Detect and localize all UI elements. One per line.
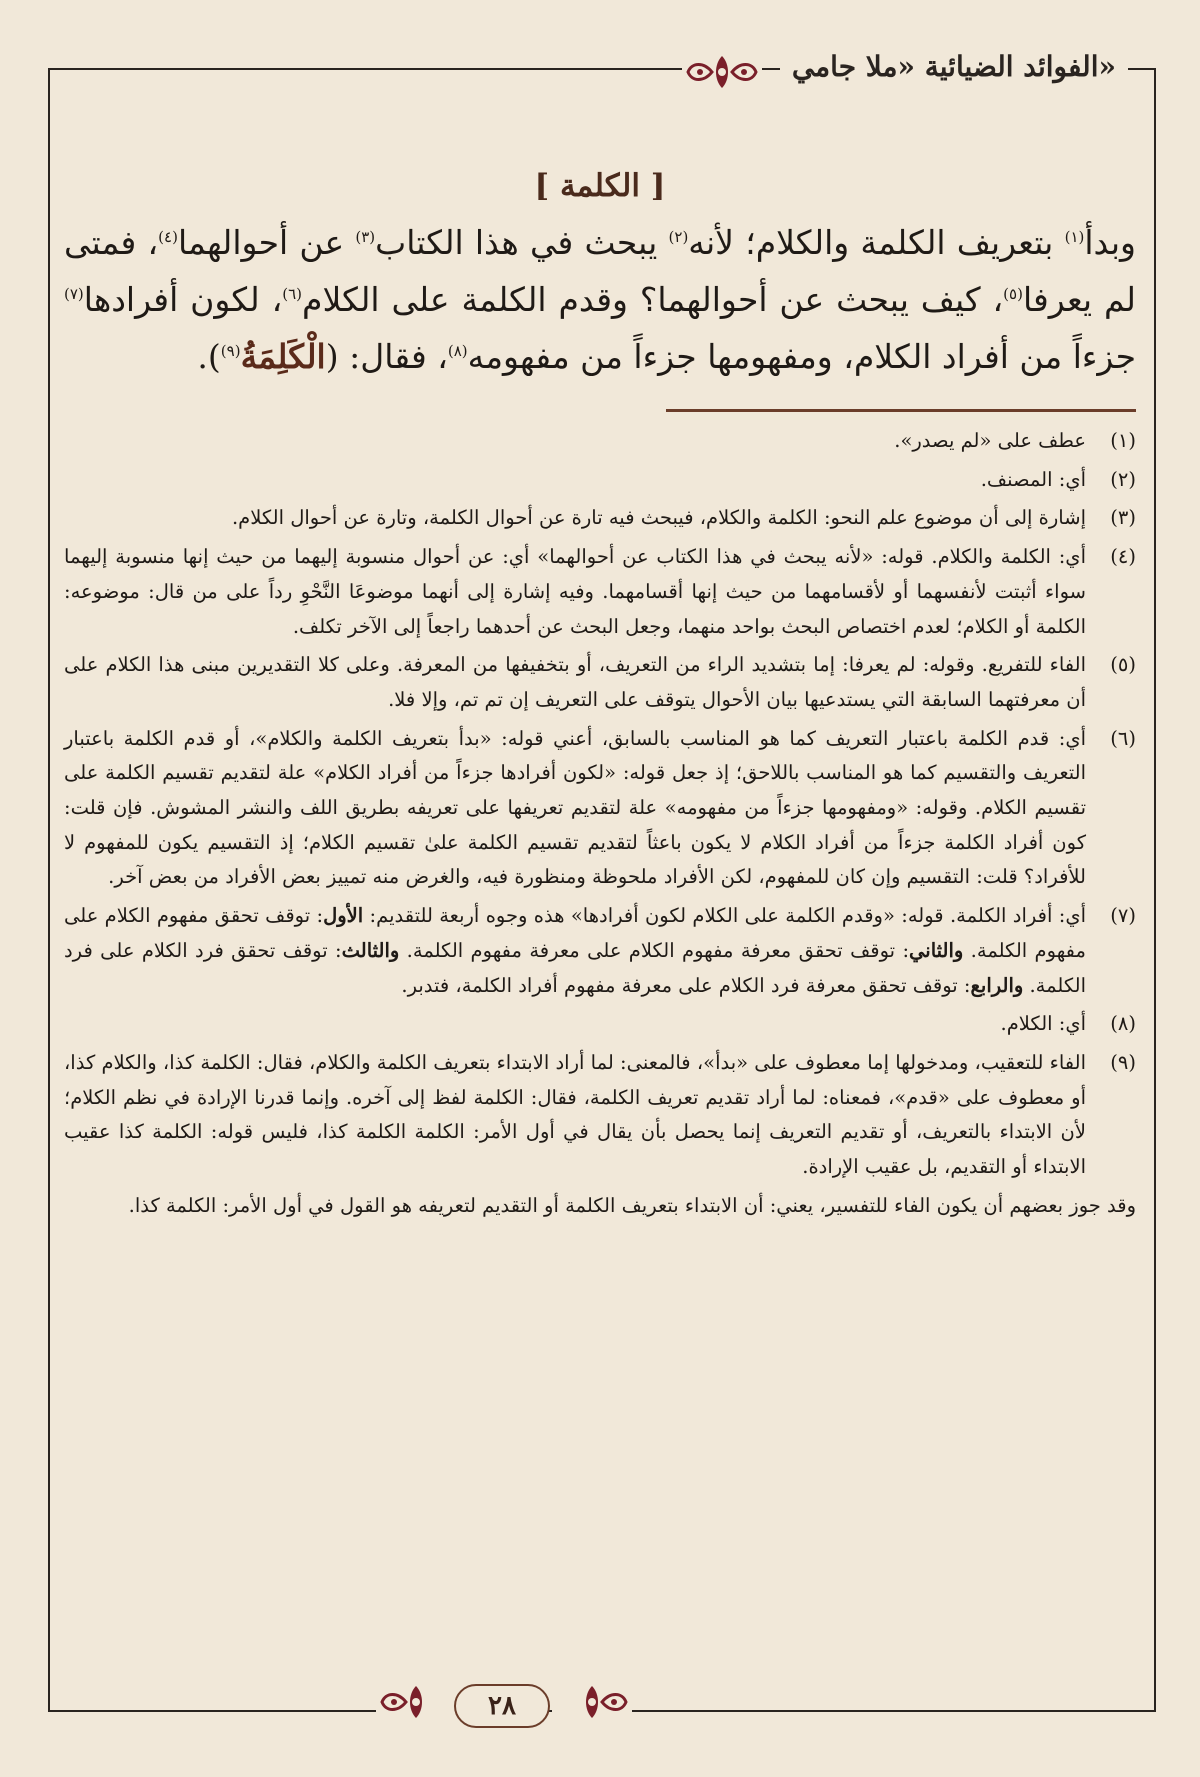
footnote-marker[interactable]: (٨)	[447, 342, 468, 360]
footnote-number: (٣)	[1110, 506, 1136, 530]
page-footer	[0, 1678, 1200, 1738]
footnote-marker[interactable]: (٤)	[158, 228, 178, 246]
page-number: ٢٨	[454, 1684, 550, 1728]
main-paragraph: وبدأ$^{(١)}$ بتعريف الكلمة والكلام؛ لأنه$^{(٢)}$ يبحث في هذا الكتاب$^{(٣)}$ عن أحوالهما$^{(٤)}$، فمتى لم يعرفا$^{(٥)}$، كيف يبحث عن أحوالهما؟ وقدم الكلمة على الكلام$^{(٦)}$، لكون أفرادها$^{(٧)}$ جزءاً من أفراد الكلام، ومفهومها جزءاً من مفهومه$^{(٨)}$، فقال: (الْكَلِمَةُ$^{(٩)}$).	[64, 223, 1136, 376]
footnote-marker[interactable]: (٩)	[220, 342, 241, 360]
footnote-marker[interactable]: (٢)	[668, 228, 689, 246]
matn-keyword: الْكَلِمَةُ	[240, 337, 326, 376]
footnote	[64, 501, 1136, 536]
footnote-marker[interactable]: (٧)	[64, 285, 84, 303]
footnote-marker[interactable]: (١)	[1064, 228, 1085, 246]
footnote-text: أي: الكلام.	[1000, 1012, 1086, 1036]
footnote-number: (٢)	[1110, 467, 1136, 491]
floral-ornament-icon	[682, 52, 762, 92]
footnote-number: (٨)	[1110, 1012, 1136, 1036]
running-header	[48, 46, 1152, 94]
footnote-number: (٩)	[1110, 1050, 1136, 1074]
footnote-number: (٥)	[1110, 653, 1136, 677]
footnote-text: الفاء للتفريع. وقوله: لم يعرفا: إما بتشديد الراء من التعريف، أو بتخفيفها من المعرفة. وعلى كلا التقديرين مبنى هذا الكلام على أن معرفتهما السابقة التي يستدعيها بيان الأحوال يتوقف على التعريف إن تم تم، وإلا فلا.	[64, 653, 1086, 711]
footnote-continuation: وقد جوز بعضهم أن يكون الفاء للتفسير، يعني: أن الابتداء بتعريف الكلمة أو التقديم لتعريفه هو القول في أول الأمر: الكلمة كذا.	[128, 1193, 1136, 1217]
section-heading: [ الكلمة ]	[534, 168, 666, 204]
footnote	[64, 463, 1136, 498]
footnote-text: عطف على «لم يصدر».	[894, 429, 1086, 452]
footnote-number: (٤)	[1110, 545, 1136, 569]
footnote	[64, 648, 1136, 717]
book-title: الفوائد الضيائية «ملا جامي»	[780, 46, 1128, 88]
footnote	[64, 899, 1136, 1003]
footnote-text: أي: الكلمة والكلام. قوله: «لأنه يبحث في هذا الكتاب عن أحوالهما» أي: عن أحوال منسوبة إليهما من حيث إنها منسوبة إليهما سواء أثبتت لأنفسهما أو لأقسامهما من حيث إنها أقسامهما. وفيه إشارة إلى أنهما موضوعَا النَّحْوِ رداً على من قال: موضوعه: الكلمة أو الكلام؛ لعدم اختصاص البحث بواحد منهما، وجعل البحث عن أحدهما راجعاً إلى الآخر تكلف.	[64, 545, 1086, 638]
footnote-number: (١)	[1110, 429, 1136, 452]
footnote-marker[interactable]: (٥)	[1003, 285, 1023, 303]
footnote-number: (٧)	[1110, 904, 1136, 928]
footnote-text: الفاء للتعقيب، ومدخولها إما معطوف على «بدأ»، فالمعنى: لما أراد الابتداء بتعريف الكلمة والكلام، فقال: الكلمة كذا، والكلام كذا، أو معطوف على «قدم»، فمعناه: لما أراد تقديم تعريف الكلمة، فقال: الكلمة لفظ إلى آخره. وإنما قدرنا الإرادة في نظم الكلام؛ لأن الابتداء بالتعريف، أو تقديم التعريف إنما يحصل بأن يقال في أول الأمر: الكلمة الكلمة كذا، فليس قوله: الكلمة كذا عقيب الابتداء أو التقديم، بل عقيب الإرادة.	[64, 1050, 1086, 1179]
footnote-marker[interactable]: (٦)	[282, 285, 303, 303]
footnote-separator	[666, 409, 1136, 412]
footnote-text: أي: المصنف.	[980, 467, 1086, 491]
footnote-marker[interactable]: (٣)	[355, 228, 376, 246]
footnote	[64, 424, 1136, 459]
footnote	[64, 1046, 1136, 1185]
page-content	[64, 168, 1136, 1647]
footnote-text: إشارة إلى أن موضوع علم النحو: الكلمة والكلام، فيبحث فيه تارة عن أحوال الكلمة، وتارة عن أحوال الكلام.	[231, 506, 1086, 530]
footnote-text: أي: قدم الكلمة باعتبار التعريف كما هو المناسب بالسابق، أعني قوله: «بدأ بتعريف الكلمة والكلام»، أو قدم الكلمة باعتبار التعريف والتقسيم كما هو المناسب باللاحق؛ إذ جعل قوله: «لكون أفرادها جزءاً من أفراد الكلام» علة لتقديم تقسيم الكلمة على تقسيم الكلام. وقوله: «ومفهومها جزءاً من مفهومه» علة لتقديم تعريفها على تعريفه بطريق اللف والنشر المشوش. فإن قلت: كون أفراد الكلمة جزءاً من أفراد الكلام لا يكون باعثاً لتقديم تقسيم الكلمة علىٰ تقسيم الكلام؛ إذ التقسيم يكون للمفهوم لا للأفراد؟ قلت: التقسيم وإن كان للمفهوم، لكن الأفراد ملحوظة ومنظورة فيه، والغرض منه تمييز بعض الأفراد من بعض آخر.	[64, 726, 1086, 889]
floral-ornament-icon	[376, 1682, 456, 1722]
footnote	[64, 722, 1136, 896]
floral-ornament-icon	[552, 1682, 632, 1722]
footnote-text: أي: أفراد الكلمة. قوله: «وقدم الكلمة على الكلام لكون أفرادها» هذه وجوه أربعة للتقديم: الأول: توقف تحقق مفهوم الكلام على مفهوم الكلمة. والثاني: توقف تحقق معرفة مفهوم الكلام على معرفة مفهوم الكلمة. والثالث: توقف تحقق فرد الكلام على فرد الكلمة. والرابع: توقف تحقق معرفة فرد الكلام على معرفة مفهوم أفراد الكلمة، فتدبر.	[64, 904, 1086, 997]
footnote	[64, 1007, 1136, 1042]
footnote-number: (٦)	[1110, 726, 1136, 750]
footnote	[64, 540, 1136, 644]
